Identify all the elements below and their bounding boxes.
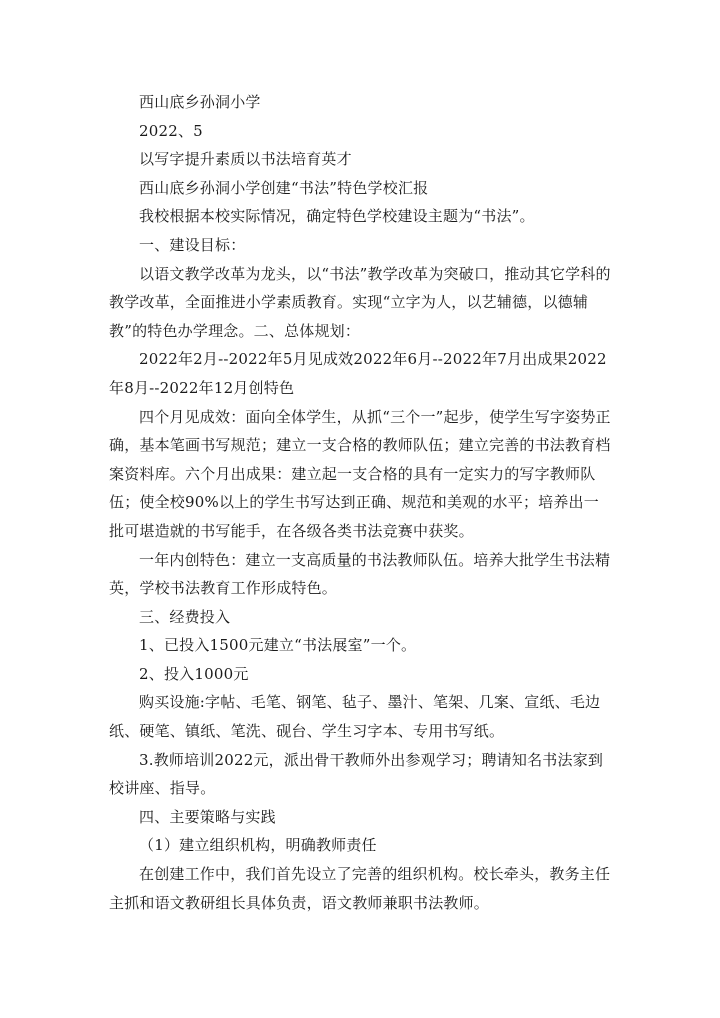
funding-item-1: 1、已投入1500元建立“书法展室”一个。 xyxy=(139,636,417,655)
year-paragraph: 一年内创特色：建立一支高质量的书法教师队伍。培养大批学生书法精英，学校书法教育工作形成特色。 xyxy=(109,550,611,598)
strategy-1-paragraph: 在创建工作中，我们首先设立了完善的组织机构。校长牵头，教务主任主抓和语文教研组长具体负责，语文教师兼职书法教师。 xyxy=(109,865,611,912)
document-body xyxy=(109,88,611,917)
plan-paragraph: 四个月见成效：面向全体学生，从抓“三个一”起步，使学生写字姿势正确，基本笔画书写规范；建立一支合格的教师队伍；建立完善的书法教育档案资料库。六个月出成果：建立起一支合格的具有一定实力的写字教师队伍；使全校90%以上的学生书写达到正确、规范和美观的水平；培养出一批可堪造就的书写能手，在各级各类书法竞赛中获奖。 xyxy=(109,407,611,540)
equipment-paragraph: 购买设施:字帖、毛笔、钢笔、毡子、墨汁、笔架、几案、宣纸、毛边纸、硬笔、镇纸、笔洗、砚台、学生习字本、专用书写纸。 xyxy=(109,693,601,741)
goals-paragraph: 以语文教学改革为龙头，以“书法”教学改革为突破口，推动其它学科的教学改革，全面推进小学素质教育。实现“立字为人，以艺辅德，以德辅教”的特色办学理念。二、总体规划： xyxy=(109,264,611,340)
funding-item-3: 3.教师培训2022元，派出骨干教师外出参观学习；聘请知名书法家到校讲座、指导。 xyxy=(109,750,604,798)
school-name: 西山底乡孙洞小学 xyxy=(139,93,261,111)
strategy-1-heading: （1）建立组织机构，明确教师责任 xyxy=(139,836,377,855)
report-date: 2022、5 xyxy=(139,121,203,140)
funding-item-2: 2、投入1000元 xyxy=(139,664,249,683)
report-title: 以写字提升素质以书法培育英才 xyxy=(139,150,352,169)
report-subtitle: 西山底乡孙洞小学创建“书法”特色学校汇报 xyxy=(139,178,429,197)
section-heading-goals: 一、建设目标： xyxy=(139,235,246,254)
timeline-paragraph: 2022年2月--2022年5月见成效2022年6月--2022年7月出成果2022年8月--2022年12月创特色 xyxy=(109,350,607,397)
section-heading-funding: 三、经费投入 xyxy=(139,607,231,626)
section-heading-strategy: 四、主要策略与实践 xyxy=(139,807,276,826)
intro-paragraph: 我校根据本校实际情况，确定特色学校建设主题为“书法”。 xyxy=(139,207,535,226)
